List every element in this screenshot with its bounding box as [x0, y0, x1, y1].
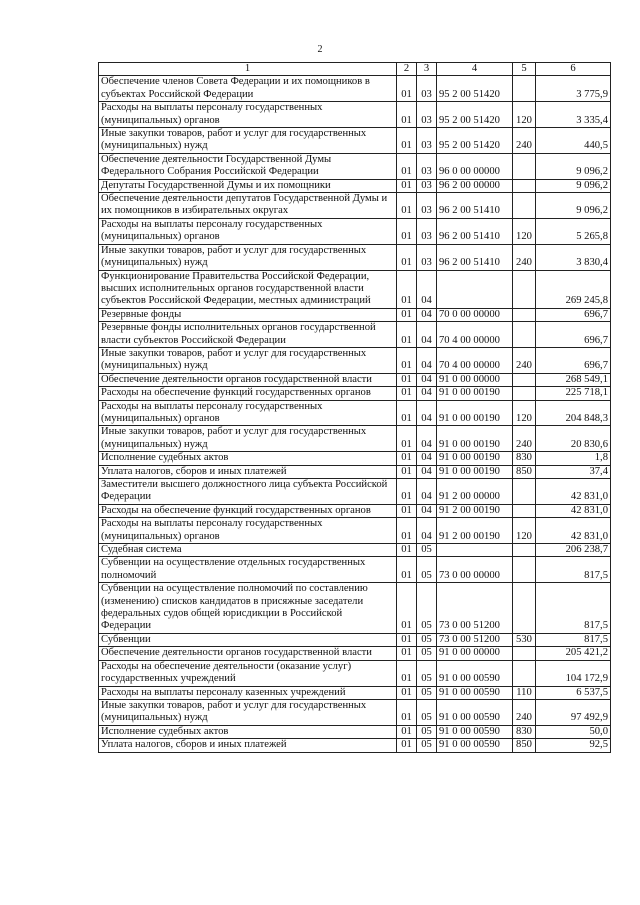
- table-row: [99, 128, 611, 154]
- amount: 42 831,0: [536, 518, 611, 544]
- target-article-code: 73 0 00 51200: [437, 583, 513, 634]
- section-code: 01: [397, 400, 417, 426]
- section-code: 01: [397, 660, 417, 686]
- amount: 817,5: [536, 633, 611, 646]
- table-row: [99, 544, 611, 557]
- target-article-code: 91 0 00 00190: [437, 426, 513, 452]
- item-name: Расходы на выплаты персоналу государственных (муниципальных) органов: [99, 102, 397, 128]
- section-code: 01: [397, 218, 417, 244]
- subsection-code: 04: [417, 465, 437, 478]
- subsection-code: 03: [417, 218, 437, 244]
- subsection-code: 04: [417, 308, 437, 321]
- expense-type-code: [513, 479, 536, 505]
- header-row: [99, 63, 611, 76]
- table-row: [99, 347, 611, 373]
- section-code: 01: [397, 128, 417, 154]
- subsection-code: 05: [417, 699, 437, 725]
- expense-type-code: [513, 153, 536, 179]
- expense-type-code: 120: [513, 102, 536, 128]
- target-article-code: 91 2 00 00190: [437, 504, 513, 517]
- amount: 104 172,9: [536, 660, 611, 686]
- section-code: 01: [397, 308, 417, 321]
- expense-type-code: [513, 322, 536, 348]
- amount: 3 335,4: [536, 102, 611, 128]
- amount: 204 848,3: [536, 400, 611, 426]
- amount: 37,4: [536, 465, 611, 478]
- section-code: 01: [397, 270, 417, 308]
- item-name: Судебная система: [99, 544, 397, 557]
- table-row: [99, 557, 611, 583]
- expense-type-code: [513, 270, 536, 308]
- subsection-code: 04: [417, 387, 437, 400]
- subsection-code: 03: [417, 153, 437, 179]
- section-code: 01: [397, 739, 417, 752]
- table-row: [99, 518, 611, 544]
- header-cell-1: 1: [99, 63, 397, 76]
- item-name: Функционирование Правительства Российской Федерации, высших исполнительных органов государственной власти субъектов Российской Федерации, местных администраций: [99, 270, 397, 308]
- item-name: Уплата налогов, сборов и иных платежей: [99, 465, 397, 478]
- target-article-code: 96 2 00 00000: [437, 179, 513, 192]
- item-name: Обеспечение деятельности органов государственной власти: [99, 373, 397, 386]
- expense-type-code: [513, 660, 536, 686]
- item-name: Резервные фонды: [99, 308, 397, 321]
- amount: 20 830,6: [536, 426, 611, 452]
- table-row: [99, 308, 611, 321]
- expense-type-code: 240: [513, 128, 536, 154]
- expense-type-code: [513, 193, 536, 219]
- target-article-code: 96 0 00 00000: [437, 153, 513, 179]
- item-name: Расходы на обеспечение функций государственных органов: [99, 387, 397, 400]
- target-article-code: 96 2 00 51410: [437, 193, 513, 219]
- item-name: Субвенции на осуществление отдельных государственных полномочий: [99, 557, 397, 583]
- target-article-code: 91 0 00 00590: [437, 725, 513, 738]
- table-body: [99, 76, 611, 752]
- subsection-code: 04: [417, 518, 437, 544]
- amount: 9 096,2: [536, 179, 611, 192]
- amount: 9 096,2: [536, 193, 611, 219]
- table-row: [99, 179, 611, 192]
- subsection-code: 05: [417, 544, 437, 557]
- target-article-code: 96 2 00 51410: [437, 244, 513, 270]
- table-row: [99, 244, 611, 270]
- section-code: 01: [397, 426, 417, 452]
- amount: 6 537,5: [536, 686, 611, 699]
- expense-type-code: [513, 504, 536, 517]
- target-article-code: 96 2 00 51410: [437, 218, 513, 244]
- amount: 817,5: [536, 583, 611, 634]
- item-name: Резервные фонды исполнительных органов государственной власти субъектов Российской Федерации: [99, 322, 397, 348]
- expense-type-code: 850: [513, 465, 536, 478]
- amount: 97 492,9: [536, 699, 611, 725]
- table-row: [99, 400, 611, 426]
- target-article-code: 91 0 00 00000: [437, 647, 513, 660]
- expense-type-code: [513, 76, 536, 102]
- expense-type-code: 120: [513, 400, 536, 426]
- item-name: Исполнение судебных актов: [99, 452, 397, 465]
- expense-type-code: [513, 557, 536, 583]
- amount: 696,7: [536, 347, 611, 373]
- item-name: Заместители высшего должностного лица субъекта Российской Федерации: [99, 479, 397, 505]
- subsection-code: 05: [417, 557, 437, 583]
- amount: 817,5: [536, 557, 611, 583]
- target-article-code: 91 0 00 00000: [437, 373, 513, 386]
- table-row: [99, 583, 611, 634]
- subsection-code: 03: [417, 76, 437, 102]
- item-name: Иные закупки товаров, работ и услуг для государственных (муниципальных) нужд: [99, 128, 397, 154]
- item-name: Расходы на выплаты персоналу казенных учреждений: [99, 686, 397, 699]
- subsection-code: 05: [417, 660, 437, 686]
- item-name: Субвенции на осуществление полномочий по составлению (изменению) списков кандидатов в присяжные заседатели федеральных судов общей юрисдикции в Российской Федерации: [99, 583, 397, 634]
- target-article-code: 95 2 00 51420: [437, 128, 513, 154]
- subsection-code: 05: [417, 686, 437, 699]
- table-row: [99, 452, 611, 465]
- subsection-code: 05: [417, 739, 437, 752]
- target-article-code: [437, 270, 513, 308]
- header-cell-3: 3: [417, 63, 437, 76]
- target-article-code: 73 0 00 51200: [437, 633, 513, 646]
- amount: 5 265,8: [536, 218, 611, 244]
- target-article-code: [437, 544, 513, 557]
- item-name: Расходы на выплаты персоналу государственных (муниципальных) органов: [99, 400, 397, 426]
- amount: 206 238,7: [536, 544, 611, 557]
- table-row: [99, 426, 611, 452]
- amount: 268 549,1: [536, 373, 611, 386]
- section-code: 01: [397, 583, 417, 634]
- section-code: 01: [397, 102, 417, 128]
- amount: 42 831,0: [536, 479, 611, 505]
- amount: 42 831,0: [536, 504, 611, 517]
- item-name: Расходы на обеспечение функций государственных органов: [99, 504, 397, 517]
- expense-type-code: 120: [513, 218, 536, 244]
- item-name: Иные закупки товаров, работ и услуг для государственных (муниципальных) нужд: [99, 699, 397, 725]
- section-code: 01: [397, 179, 417, 192]
- amount: 3 775,9: [536, 76, 611, 102]
- section-code: 01: [397, 387, 417, 400]
- table-row: [99, 373, 611, 386]
- subsection-code: 04: [417, 347, 437, 373]
- item-name: Расходы на выплаты персоналу государственных (муниципальных) органов: [99, 218, 397, 244]
- target-article-code: 91 0 00 00590: [437, 739, 513, 752]
- table-row: [99, 153, 611, 179]
- section-code: 01: [397, 153, 417, 179]
- target-article-code: 91 0 00 00590: [437, 660, 513, 686]
- section-code: 01: [397, 544, 417, 557]
- item-name: Иные закупки товаров, работ и услуг для государственных (муниципальных) нужд: [99, 244, 397, 270]
- expense-type-code: 830: [513, 452, 536, 465]
- section-code: 01: [397, 452, 417, 465]
- section-code: 01: [397, 557, 417, 583]
- expense-type-code: [513, 308, 536, 321]
- item-name: Субвенции: [99, 633, 397, 646]
- expense-type-code: [513, 544, 536, 557]
- table-row: [99, 725, 611, 738]
- subsection-code: 05: [417, 583, 437, 634]
- expense-type-code: [513, 373, 536, 386]
- table-row: [99, 465, 611, 478]
- target-article-code: 91 0 00 00190: [437, 387, 513, 400]
- section-code: 01: [397, 322, 417, 348]
- target-article-code: 70 4 00 00000: [437, 347, 513, 373]
- subsection-code: 04: [417, 400, 437, 426]
- amount: 1,8: [536, 452, 611, 465]
- target-article-code: 70 4 00 00000: [437, 322, 513, 348]
- subsection-code: 04: [417, 452, 437, 465]
- item-name: Обеспечение деятельности органов государственной власти: [99, 647, 397, 660]
- subsection-code: 05: [417, 725, 437, 738]
- table-row: [99, 660, 611, 686]
- item-name: Иные закупки товаров, работ и услуг для государственных (муниципальных) нужд: [99, 347, 397, 373]
- amount: 225 718,1: [536, 387, 611, 400]
- subsection-code: 04: [417, 504, 437, 517]
- table-row: [99, 647, 611, 660]
- section-code: 01: [397, 725, 417, 738]
- table-row: [99, 76, 611, 102]
- amount: 3 830,4: [536, 244, 611, 270]
- amount: 9 096,2: [536, 153, 611, 179]
- amount: 696,7: [536, 308, 611, 321]
- subsection-code: 03: [417, 179, 437, 192]
- subsection-code: 04: [417, 322, 437, 348]
- amount: 50,0: [536, 725, 611, 738]
- table-row: [99, 504, 611, 517]
- section-code: 01: [397, 479, 417, 505]
- section-code: 01: [397, 76, 417, 102]
- target-article-code: 91 0 00 00590: [437, 699, 513, 725]
- expense-type-code: 240: [513, 699, 536, 725]
- section-code: 01: [397, 244, 417, 270]
- subsection-code: 04: [417, 479, 437, 505]
- table-row: [99, 322, 611, 348]
- target-article-code: 91 0 00 00190: [437, 465, 513, 478]
- header-cell-5: 5: [513, 63, 536, 76]
- table-row: [99, 270, 611, 308]
- target-article-code: 91 0 00 00190: [437, 452, 513, 465]
- expense-type-code: 850: [513, 739, 536, 752]
- expense-type-code: 530: [513, 633, 536, 646]
- header-cell-2: 2: [397, 63, 417, 76]
- item-name: Обеспечение членов Совета Федерации и их помощников в субъектах Российской Федерации: [99, 76, 397, 102]
- item-name: Обеспечение деятельности депутатов Государственной Думы и их помощников в избирательных округах: [99, 193, 397, 219]
- subsection-code: 03: [417, 102, 437, 128]
- item-name: Депутаты Государственной Думы и их помощники: [99, 179, 397, 192]
- section-code: 01: [397, 699, 417, 725]
- expense-type-code: 240: [513, 347, 536, 373]
- table-row: [99, 686, 611, 699]
- expense-type-code: [513, 647, 536, 660]
- table-row: [99, 193, 611, 219]
- subsection-code: 03: [417, 193, 437, 219]
- expense-type-code: [513, 387, 536, 400]
- expense-type-code: 240: [513, 244, 536, 270]
- item-name: Исполнение судебных актов: [99, 725, 397, 738]
- section-code: 01: [397, 373, 417, 386]
- target-article-code: 91 2 00 00190: [437, 518, 513, 544]
- target-article-code: 73 0 00 00000: [437, 557, 513, 583]
- table-row: [99, 739, 611, 752]
- expense-type-code: 120: [513, 518, 536, 544]
- subsection-code: 03: [417, 244, 437, 270]
- item-name: Обеспечение деятельности Государственной Думы Федерального Собрания Российской Федерации: [99, 153, 397, 179]
- subsection-code: 04: [417, 426, 437, 452]
- subsection-code: 04: [417, 373, 437, 386]
- header-cell-4: 4: [437, 63, 513, 76]
- table-row: [99, 102, 611, 128]
- item-name: Уплата налогов, сборов и иных платежей: [99, 739, 397, 752]
- section-code: 01: [397, 504, 417, 517]
- section-code: 01: [397, 193, 417, 219]
- table-row: [99, 479, 611, 505]
- table-row: [99, 387, 611, 400]
- subsection-code: 03: [417, 128, 437, 154]
- amount: 205 421,2: [536, 647, 611, 660]
- item-name: Расходы на обеспечение деятельности (оказание услуг) государственных учреждений: [99, 660, 397, 686]
- section-code: 01: [397, 347, 417, 373]
- subsection-code: 04: [417, 270, 437, 308]
- page-number: 2: [317, 44, 323, 55]
- section-code: 01: [397, 686, 417, 699]
- expense-type-code: [513, 179, 536, 192]
- amount: 440,5: [536, 128, 611, 154]
- expense-type-code: 110: [513, 686, 536, 699]
- item-name: Иные закупки товаров, работ и услуг для государственных (муниципальных) нужд: [99, 426, 397, 452]
- amount: 92,5: [536, 739, 611, 752]
- expense-type-code: 240: [513, 426, 536, 452]
- amount: 269 245,8: [536, 270, 611, 308]
- subsection-code: 05: [417, 633, 437, 646]
- target-article-code: 91 2 00 00000: [437, 479, 513, 505]
- table-row: [99, 699, 611, 725]
- expense-type-code: 830: [513, 725, 536, 738]
- table-row: [99, 218, 611, 244]
- item-name: Расходы на выплаты персоналу государственных (муниципальных) органов: [99, 518, 397, 544]
- amount: 696,7: [536, 322, 611, 348]
- target-article-code: 91 0 00 00590: [437, 686, 513, 699]
- target-article-code: 95 2 00 51420: [437, 76, 513, 102]
- header-cell-6: 6: [536, 63, 611, 76]
- section-code: 01: [397, 647, 417, 660]
- target-article-code: 70 0 00 00000: [437, 308, 513, 321]
- section-code: 01: [397, 465, 417, 478]
- target-article-code: 91 0 00 00190: [437, 400, 513, 426]
- section-code: 01: [397, 633, 417, 646]
- expense-type-code: [513, 583, 536, 634]
- budget-table: [98, 62, 611, 753]
- subsection-code: 05: [417, 647, 437, 660]
- section-code: 01: [397, 518, 417, 544]
- table-row: [99, 633, 611, 646]
- target-article-code: 95 2 00 51420: [437, 102, 513, 128]
